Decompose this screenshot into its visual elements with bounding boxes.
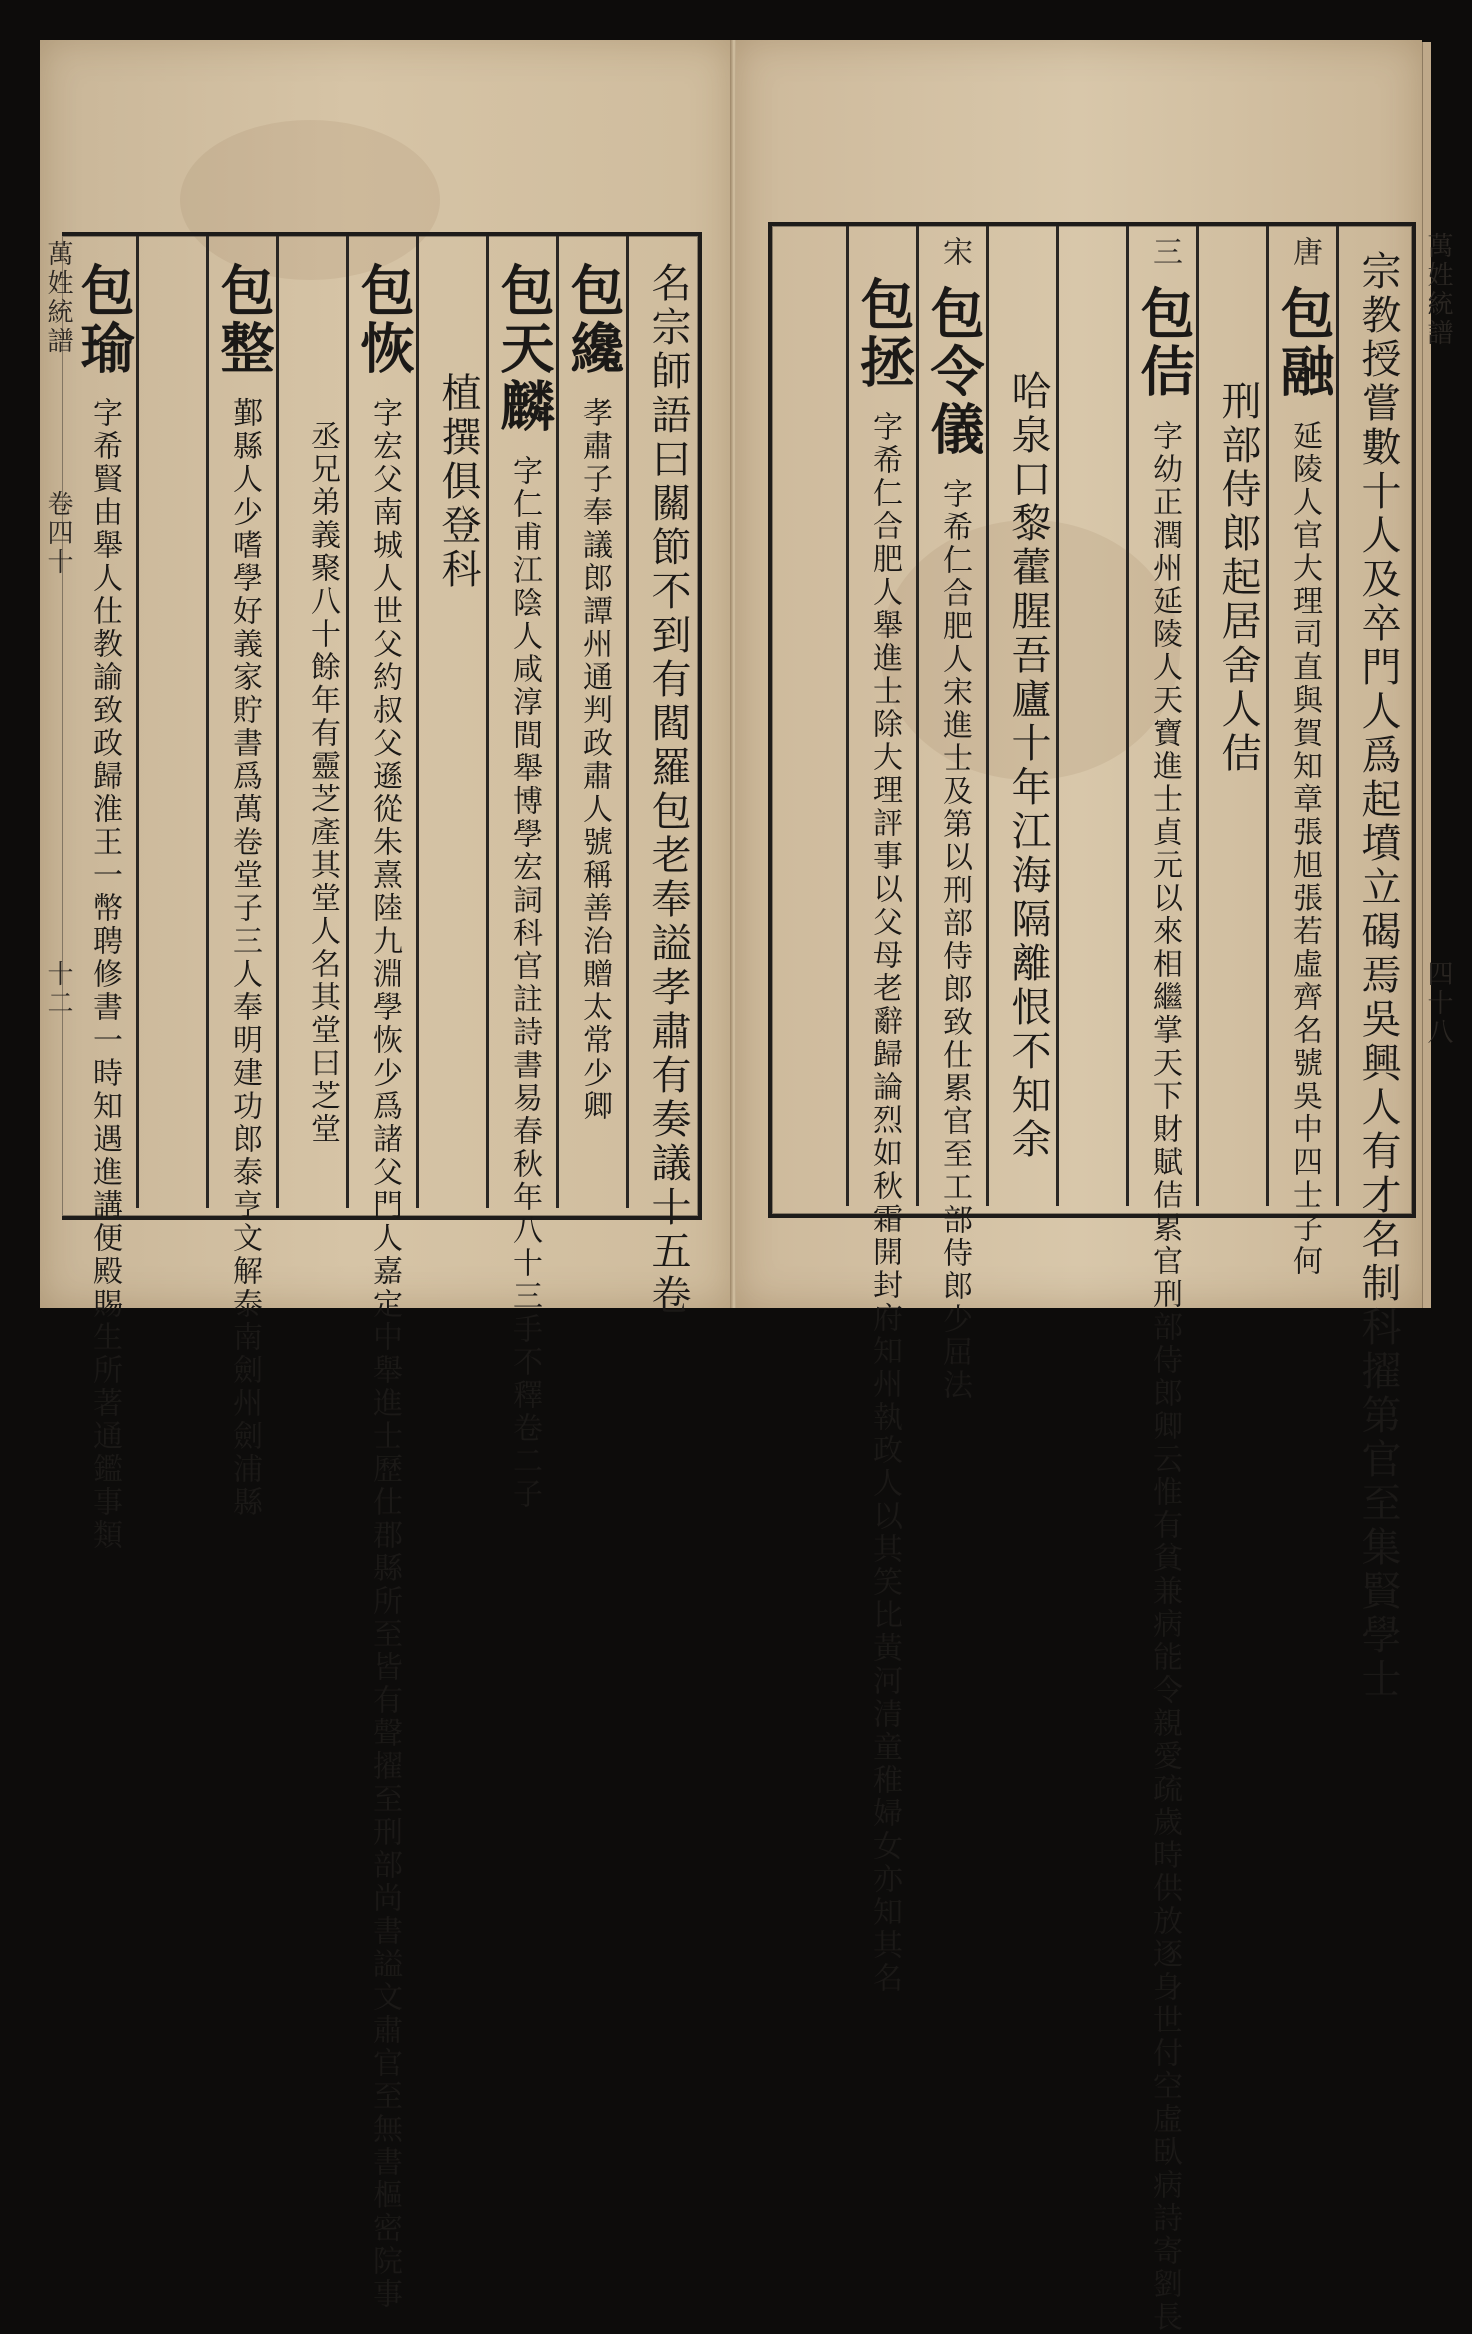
- entry-text: 字幼正潤州延陵人天寶進士貞元以來相繼掌天下財賦佶累官刑部侍郎卿云惟有貧兼病能令親愛疏歲時供放逐身世付空虛臥病詩寄劉長: [1147, 420, 1182, 2334]
- right-column-2: [1272, 236, 1336, 1278]
- left-column-7: [282, 420, 346, 1202]
- column-rule: [1266, 226, 1269, 1206]
- entry-text: 字希仁合肥人宋進士及第以刑部侍郎致仕累官至工部侍郎少屈法: [937, 478, 972, 1402]
- dynasty-marker: 三: [1147, 236, 1182, 266]
- left-column-5: [352, 262, 416, 2311]
- column-text: 刑部侍郎起居舍人佶: [1215, 380, 1261, 776]
- entry-name: 包拯: [852, 276, 916, 392]
- right-column-4: [1132, 236, 1196, 2334]
- column-rule: [1196, 226, 1199, 1206]
- left-margin-page: 十二: [43, 960, 73, 1018]
- entry-text: 延陵人官大理司直與賀知章張旭張若虛齊名號吳中四士子何: [1287, 420, 1322, 1278]
- column-rule: [346, 236, 349, 1208]
- entry-text: 字希賢由舉人仕教諭致政歸淮王一幣聘修書一時知遇進講便殿賜生所著通鑑事類: [87, 397, 122, 1552]
- entry-name: 包佶: [1132, 285, 1196, 401]
- left-column-1: [632, 262, 696, 1318]
- entry-name: 包瑜: [72, 262, 136, 378]
- column-rule: [1056, 226, 1059, 1206]
- column-text: 宗教授嘗數十人及卒門人爲起墳立碣焉吳興人有才名制科擢第官至集賢學士: [1355, 250, 1401, 1702]
- column-rule: [136, 236, 139, 1208]
- entry-text: 字仁甫江陰人咸淳間舉博學宏詞科官註詩書易春秋年八十三手不釋卷二子: [507, 455, 542, 1511]
- left-column-3: [492, 262, 556, 1511]
- entry-text: 孝肅子奉議郎譚州通判政肅人號稱善治贈太常少卿: [577, 397, 612, 1123]
- right-column-7: [852, 276, 916, 1995]
- left-column-8: [72, 262, 136, 1552]
- entry-name: 包纔: [562, 262, 626, 378]
- right-margin-title: 萬姓統譜: [1423, 232, 1453, 348]
- right-column-6: [922, 236, 986, 1402]
- right-column-1: [1342, 250, 1406, 1702]
- column-text: 名宗師語曰關節不到有閻羅包老奉謚孝肅有奏議十五卷: [645, 262, 691, 1318]
- column-rule: [846, 226, 849, 1206]
- left-margin-volume: 卷四十: [43, 490, 73, 577]
- right-margin-page: 四十八: [1423, 960, 1453, 1047]
- entry-text: 字希仁合肥人舉進士除大理評事以父母老辭歸論烈如秋霜開封府知州執政人以其笑比黃河清童稚婦女亦知其名: [867, 411, 902, 1995]
- column-rule: [206, 236, 209, 1208]
- column-rule: [1336, 226, 1339, 1206]
- entry-name: 包令儀: [922, 285, 986, 459]
- column-rule: [986, 226, 989, 1206]
- column-rule: [276, 236, 279, 1208]
- column-rule: [916, 226, 919, 1206]
- column-text: 哈泉口黎藿腥吾廬十年江海隔離恨不知余: [1005, 370, 1051, 1162]
- left-column-6: [212, 262, 276, 1519]
- entry-name: 包融: [1272, 285, 1336, 401]
- column-text: 丞兄弟義聚八十餘年有靈芝產其堂人名其堂曰芝堂: [305, 420, 340, 1146]
- left-margin-title: 萬姓統譜: [43, 240, 73, 356]
- entry-name: 包天麟: [492, 262, 556, 436]
- column-rule: [416, 236, 419, 1208]
- column-text: 植撰俱登科: [435, 372, 481, 592]
- column-rule: [1126, 226, 1129, 1206]
- column-rule: [626, 236, 629, 1208]
- dynasty-marker: 宋: [937, 236, 972, 266]
- entry-name: 包整: [212, 262, 276, 378]
- column-rule: [556, 236, 559, 1208]
- entry-text: 字宏父南城人世父約叔父遜從朱熹陸九淵學恢少爲諸父門人嘉定中舉進士歷仕郡縣所至皆有聲擢至刑部尚書謚文肅官至無書樞密院事: [367, 397, 402, 2311]
- dynasty-marker: 唐: [1287, 236, 1322, 266]
- column-rule: [486, 236, 489, 1208]
- right-column-5: [992, 370, 1056, 1200]
- entry-text: 鄞縣人少嗜學好義家貯書爲萬卷堂子三人奉明建功郎泰亨文解泰南劍州劍浦縣: [227, 397, 262, 1519]
- left-column-2: [562, 262, 626, 1202]
- left-column-4: [422, 372, 486, 1202]
- entry-name: 包恢: [352, 262, 416, 378]
- right-column-3: [1202, 380, 1266, 1200]
